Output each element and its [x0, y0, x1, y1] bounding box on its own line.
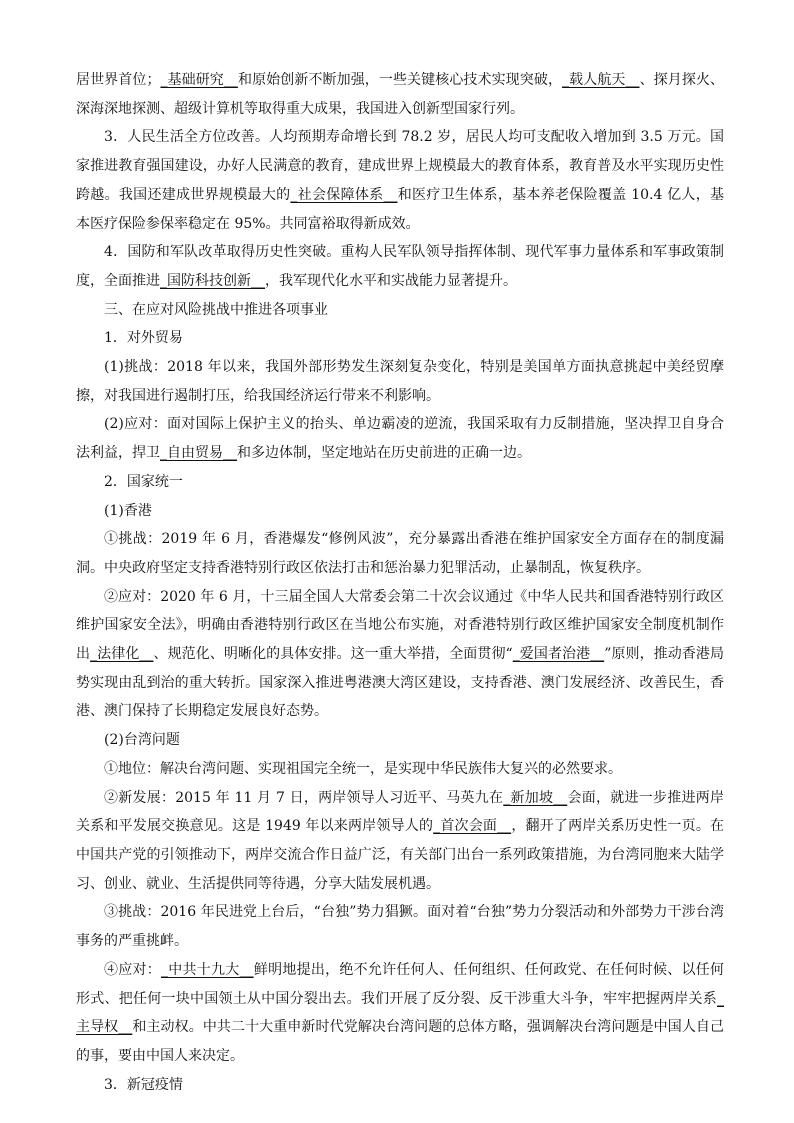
text-run: ”原则，推动香港局势实现由乱到治的重大转折。国家深入推进粤港澳大湾区建设，支持香港、澳门发展经济、改善民生，香港、澳门保持了长期稳定发展良好态势。 [76, 646, 725, 720]
paragraph [76, 525, 724, 582]
text-run: 2．国家统一 [104, 473, 183, 490]
fill-in-answer: _自由贸易__ [160, 445, 237, 462]
fill-in-answer: _中共十九大__ [161, 961, 254, 978]
text-run: 、规范化、明晰化的具体安排。这一重大举措，全面贯彻“ [153, 646, 513, 663]
text-run: 1．对外贸易 [104, 330, 183, 347]
text-run: ，翻开了两岸关系历史性一页。在中国共产党的引领推动下，两岸交流合作日益广泛，有关部门出台一系列政策措施，为台湾同胞来大陆学习、创业、就业、生活提供同等待遇，分享大陆发展机遇。 [76, 818, 725, 892]
paragraph [76, 497, 724, 526]
text-run: (1)香港 [104, 502, 152, 519]
text-run: 和主动权。中共二十大重申新时代党解决台湾问题的总体方略，强调解决台湾问题是中国人自己的事，要由中国人来决定。 [76, 1019, 725, 1064]
paragraph [76, 296, 724, 325]
paragraph [76, 1071, 724, 1100]
fill-in-answer: _新加坡__ [503, 789, 568, 806]
text-run: (2)应对：面对国际上保护主义的抬头、单边霸凌的逆流，我国采取有力反制措施，坚决捍卫自身合法利益，捍卫 [76, 416, 724, 462]
paragraph [76, 726, 724, 755]
text-run: 和医疗卫生体系，基本养老保险覆盖 10.4 亿人，基本医疗保险参保率稳定在 95%。共同富裕取得新成效。 [76, 186, 725, 232]
paragraph [76, 898, 724, 955]
paragraph [76, 956, 724, 1071]
paragraph [76, 123, 724, 238]
paragraph [76, 353, 724, 410]
paragraph [76, 66, 724, 123]
text-run: ②应对：2020 年 6 月，十三届全国人大常委会第二十次会议通过《中华人民共和国香港特别行政区维护国家安全法》，明确由香港特别行政区在当地公布实施，对香港特别行政区维护国家安全制度机制作出 [76, 588, 724, 663]
paragraph [76, 784, 724, 899]
fill-in-answer: _基础研究__ [160, 72, 238, 88]
fill-in-answer: _国防科技创新__ [160, 272, 265, 289]
fill-in-answer: _首次会面__ [433, 818, 512, 835]
text-run: 三、在应对风险挑战中推进各项事业 [104, 301, 328, 318]
fill-in-answer: _主导权__ [76, 990, 724, 1036]
paragraph [76, 468, 724, 497]
fill-in-answer: _法律化__ [90, 646, 154, 663]
paragraph [76, 583, 724, 727]
text-run: ②新发展：2015 年 11 月 7 日，两岸领导人习近平、马英九在 [104, 789, 504, 806]
text-run: 居世界首位； [76, 72, 161, 88]
text-run: 、探月探火、深海深地探测、超级计算机等取得重大成果，我国进入创新型国家行列。 [76, 72, 725, 117]
paragraph [76, 324, 724, 353]
fill-in-answer: _社会保障体系__ [290, 186, 398, 203]
text-run: ④应对： [104, 961, 162, 978]
fill-in-answer: _载人航天__ [562, 72, 640, 88]
text-run: 3．新冠疫情 [104, 1076, 183, 1093]
text-run: 4．国防和军队改革取得历史性突破。重构人民军队领导指挥体制、现代军事力量体系和军事政策制度，全面推进 [76, 244, 724, 289]
text-run: 和多边体制，坚定地站在历史前进的正确一边。 [237, 445, 531, 462]
text-run: ①挑战：2019 年 6 月，香港爆发“修例风波”，充分暴露出香港在维护国家安全方面存在的制度漏洞。中央政府坚定支持香港特别行政区依法打击和惩治暴力犯罪活动，止暴制乱，恢复秩序。 [76, 531, 724, 576]
text-run: ③挑战：2016 年民进党上台后，“台独”势力猖獗。面对着“台独”势力分裂活动和外部势力干涉台湾事务的严重挑衅。 [76, 904, 724, 950]
text-run: 3．人民生活全方位改善。人均预期寿命增长到 78.2 岁，居民人均可支配收入增加到 3.5 万元。国家推进教育强国建设，办好人民满意的教育，建成世界上规模最大的教育体系，教育普及水平实现历史性跨越。我国还建成世界规模最大的 [76, 129, 724, 203]
paragraph [76, 755, 724, 784]
document-page [76, 66, 724, 1099]
text-run: ①地位：解决台湾问题、实现祖国完全统一，是实现中华民族伟大复兴的必然要求。 [104, 760, 622, 777]
text-run: ，我军现代化水平和实战能力显著提升。 [265, 272, 517, 289]
text-run: (1)挑战：2018 年以来，我国外部形势发生深刻复杂变化，特别是美国单方面执意挑起中美经贸摩擦，对我国进行遏制打压，给我国经济运行带来不利影响。 [76, 359, 724, 404]
paragraph [76, 238, 724, 295]
text-run: 鲜明地提出，绝不允许任何人、任何组织、任何政党、在任何时候、以任何形式、把任何一块中国领土从中国分裂出去。我们开展了反分裂、反干涉重大斗争，牢牢把握两岸关系 [76, 961, 725, 1007]
paragraph [76, 410, 724, 467]
text-run: 会面，就进一步推进两岸关系和平发展交换意见。这是 1949 年以来两岸领导人的 [76, 789, 725, 835]
text-run: 和原始创新不断加强，一些关键核心技术实现突破， [237, 72, 563, 88]
text-run: (2)台湾问题 [104, 732, 180, 749]
fill-in-answer: _爱国者治港__ [512, 646, 605, 663]
